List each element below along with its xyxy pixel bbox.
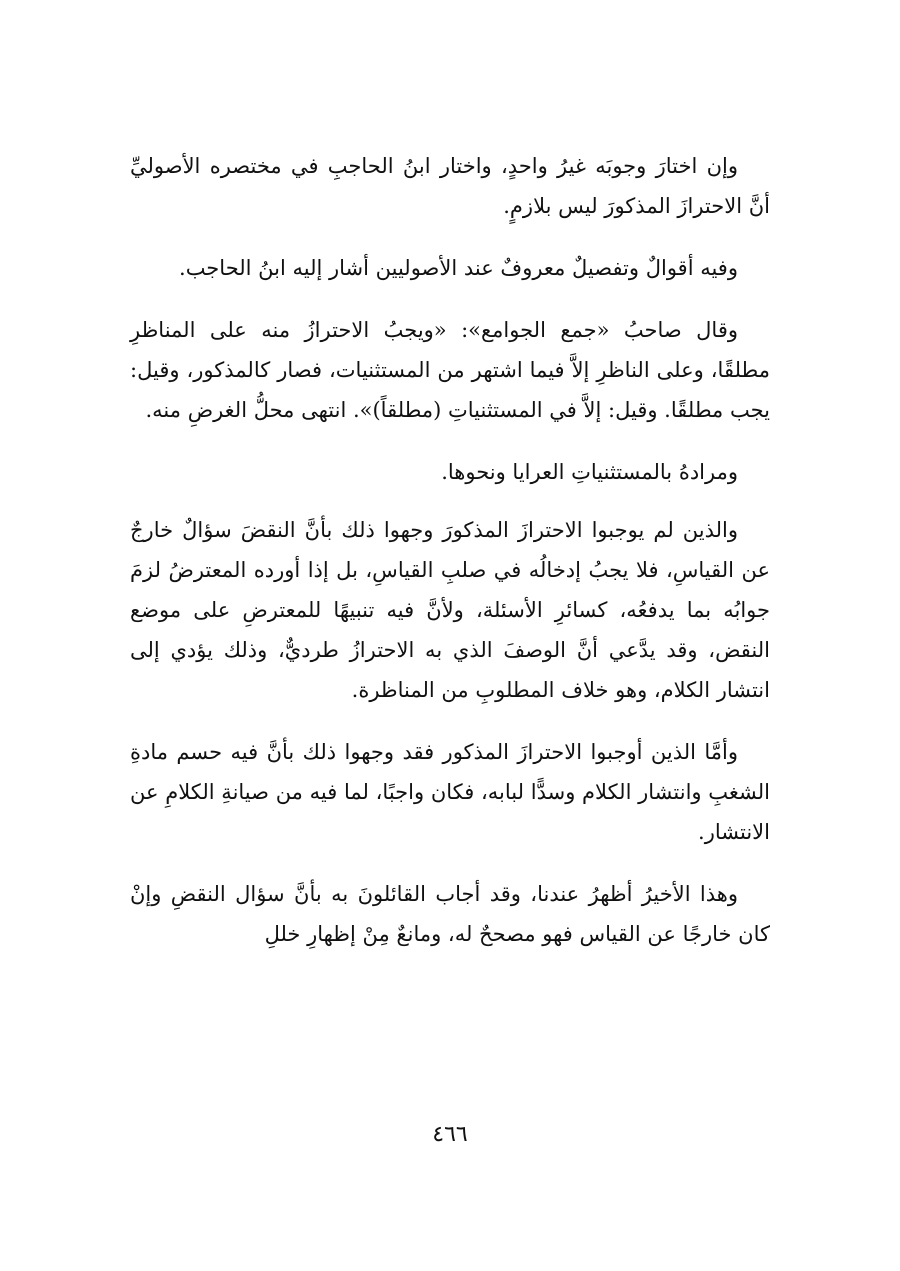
page-number: ٤٦٦ [432, 1122, 468, 1147]
body-text [130, 146, 770, 976]
paragraph-7: وهذا الأخيرُ أظهرُ عندنا، وقد أجاب القائلونَ به بأنَّ سؤال النقضِ وإنْ كان خارجًا عن القياس فهو مصححٌ له، ومانعٌ مِنْ إظهارِ خللِ [130, 882, 770, 946]
paragraph-3: وقال صاحبُ «جمع الجوامع»: «ويجبُ الاحترازُ منه على المناظرِ مطلقًا، وعلى الناظرِ إلاَّ فيما اشتهر من المستثنيات، فصار كالمذكور، وقيل: يجب مطلقًا. وقيل: إلاَّ في المستثنياتِ (مطلقاً)». انتهى محلُّ الغرضِ منه. [130, 318, 770, 422]
paragraph-1: وإن اختارَ وجوبَه غيرُ واحدٍ، واختار ابنُ الحاجبِ في مختصره الأصوليِّ أنَّ الاحترازَ المذكورَ ليس بلازمٍ. [130, 154, 770, 218]
paragraph-5: والذين لم يوجبوا الاحترازَ المذكورَ وجهوا ذلك بأنَّ النقضَ سؤالٌ خارجٌ عن القياسِ، فلا يجبُ إدخالُه في صلبِ القياسِ، بل إذا أورده المعترضُ لزمَ جوابُه بما يدفعُه، كسائرِ الأسئلة، ولأنَّ فيه تنبيهًا للمعترضِ على موضع النقض، وقد يدَّعي أنَّ الوصفَ الذي به الاحترازُ طرديٌّ، وذلك يؤدي إلى انتشار الكلام، وهو خلاف المطلوبِ من المناظرة. [130, 518, 770, 702]
paragraph-6: وأمَّا الذين أوجبوا الاحترازَ المذكور فقد وجهوا ذلك بأنَّ فيه حسم مادةِ الشغبِ وانتشار الكلام وسدًّا لبابه، فكان واجبًا، لما فيه من صيانةِ الكلامِ عن الانتشار. [130, 740, 770, 844]
paragraph-4: ومرادهُ بالمستثنياتِ العرايا ونحوها. [441, 460, 738, 484]
paragraph-2: وفيه أقوالٌ وتفصيلٌ معروفٌ عند الأصوليين أشار إليه ابنُ الحاجب. [179, 256, 738, 280]
